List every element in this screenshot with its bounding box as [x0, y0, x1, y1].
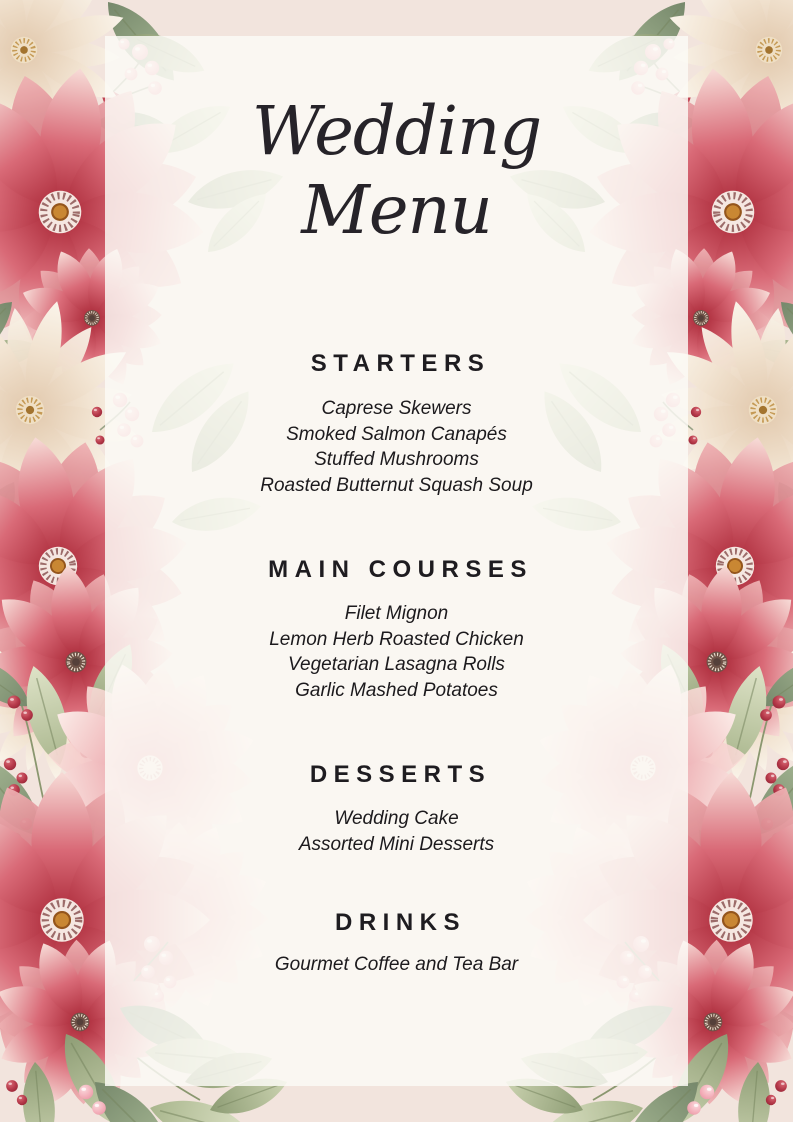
menu-content — [105, 0, 688, 1122]
section-items-starters — [105, 396, 688, 498]
section-items-desserts — [105, 806, 688, 857]
menu-item: Smoked Salmon Canapés — [286, 423, 507, 445]
section-heading-desserts: DESSERTS — [309, 761, 492, 788]
menu-item: Gourmet Coffee and Tea Bar — [274, 954, 519, 975]
section-heading-starters: STARTERS — [310, 350, 491, 377]
title-line-1: Wedding — [251, 92, 542, 170]
menu-item: Assorted Mini Desserts — [298, 833, 495, 855]
section-items-drinks — [105, 952, 688, 978]
menu-item: Stuffed Mushrooms — [314, 449, 479, 470]
title-line-2: Menu — [301, 171, 492, 249]
section-heading-drinks: DRINKS — [334, 909, 466, 936]
menu-item: Vegetarian Lasagna Rolls — [288, 654, 505, 675]
menu-item: Wedding Cake — [334, 808, 459, 829]
menu-item: Filet Mignon — [344, 603, 449, 624]
section-items-main-courses — [105, 601, 688, 703]
section-heading-main-courses: MAIN COURSES — [268, 556, 533, 583]
menu-item: Lemon Herb Roasted Chicken — [269, 628, 524, 650]
menu-item: Roasted Butternut Squash Soup — [260, 474, 533, 496]
page-title — [105, 92, 688, 250]
menu-item: Garlic Mashed Potatoes — [295, 679, 498, 701]
menu-item: Caprese Skewers — [321, 398, 472, 419]
